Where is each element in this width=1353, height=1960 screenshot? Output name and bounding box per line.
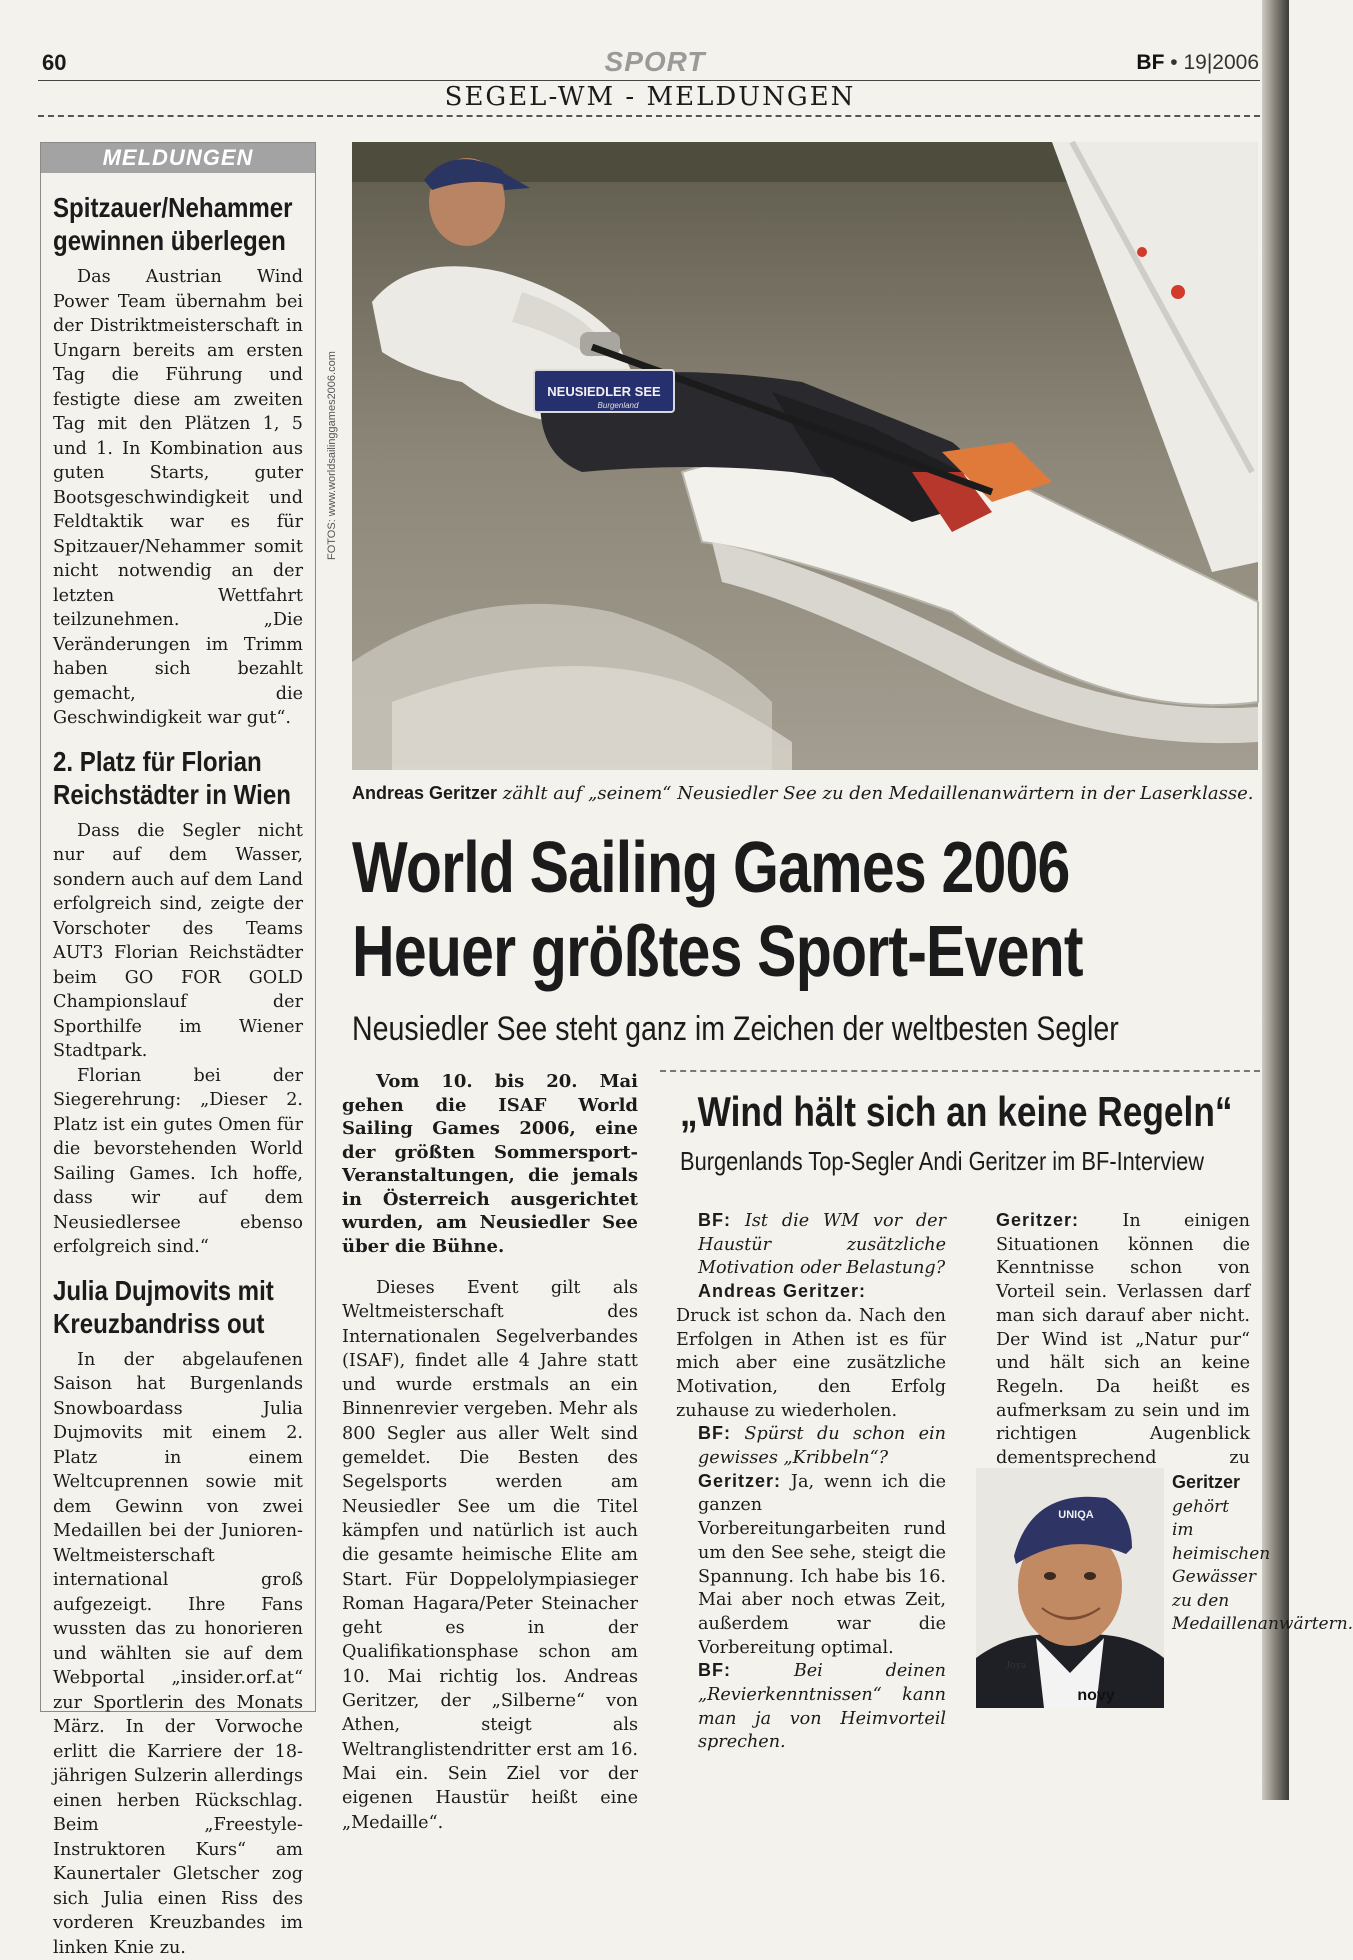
jersey-text: novy — [1077, 1687, 1114, 1704]
interview-title: „Wind hält sich an keine Regeln“ — [680, 1088, 1167, 1136]
a2-text: Ja, wenn ich die ganzen Vorbereitungarbeiten rund um den See sehe, steigt die Spannung. Ich habe bis 16. Mai aber noch etwas Zeit, außerdem war die Vorbereitung optimal. — [698, 1472, 946, 1658]
article-body: Dieses Event gilt als Weltmeisterschaft des Internationalen Segelverbandes (ISAF), findet alle 4 Jahre statt und wurde erstmals an ein Binnenrevier vergeben. Mehr als 800 Segler aus aller Welt sind gemeldet. Die Besten des Segelsports werden am Neusiedler See um die Titel kämpfen und natürlich ist auch die gesamte heimische Elite am Start. Für Doppelolympiasieger Roman Hagara/Peter Steinacher geht es in der Qualifikationsphase schon am 10. Mai richtig los. Andreas Geritzer, der „Silberne“ von Athen, steigt als Weltranglistendritter erst am 16. Mai ein. Sein Ziel vor der eigenen Haustür heißt eine „Medaille“. — [342, 1276, 638, 1835]
sail-sponsor-subtext: Burgenland — [598, 401, 639, 410]
interview-answer-2 — [676, 1471, 946, 1661]
portrait-illustration — [976, 1468, 1164, 1708]
q1-text: Ist die WM vor der Haustür zusätzliche Motivation oder Belastung? — [698, 1211, 946, 1278]
caption-text: zählt auf „seinem“ Neusiedler See zu den Medaillenanwärtern in der Laserklasse. — [497, 783, 1253, 804]
portrait-caption-name: Geritzer — [1172, 1472, 1240, 1492]
page-number: 60 — [42, 50, 66, 76]
a2-speaker: Geritzer: — [698, 1471, 781, 1491]
main-headline — [352, 826, 1095, 994]
news-text-2a: Dass die Segler nicht nur auf dem Wasser, sondern auch auf dem Land erfolgreich sind, zeigte der Vorschoter des Teams AUT3 Florian Reichstädter beim GO FOR GOLD Championslauf der Sporthilfe im Wiener Stadtpark. — [53, 819, 303, 1064]
sailor-illustration — [352, 142, 1258, 770]
news-headline-1 — [53, 191, 268, 257]
q2-text: Spürst du schon ein gewisses „Kribbeln“? — [698, 1424, 946, 1468]
page-spine-shadow — [1262, 0, 1289, 1800]
a3-speaker: Geritzer: — [996, 1210, 1079, 1230]
news-text-1: Das Austrian Wind Power Team übernahm bei der Distriktmeisterschaft in Ungarn bereits am ersten Tag die Führung und festigte diese am zweiten Tag mit den Plätzen 1, 5 und 1. In Kombination aus guten Starts, guter Bootsgeschwindigkeit und Feldtaktik war es für Spitzauer/Nehammer somit nicht notwendig an der letzten Wettfahrt teilzunehmen. „Die Veränderungen im Trimm haben sich bezahlt gemacht, die Geschwindigkeit war gut“. — [53, 265, 303, 731]
q2-speaker: BF: — [698, 1423, 731, 1443]
meldungen-label: MELDUNGEN — [41, 143, 315, 173]
interview-question-3 — [676, 1660, 946, 1755]
main-headline-line1: World Sailing Games 2006 — [352, 828, 1070, 908]
news-headline-2-line1: 2. Platz für Florian — [53, 746, 262, 777]
paper-name: BF — [1136, 51, 1164, 74]
issue-info — [1136, 51, 1259, 75]
issue-number: 19|2006 — [1183, 51, 1259, 74]
news-text-3: In der abgelaufenen Saison hat Burgenlands Snowboardass Julia Dujmovits mit einem 2. Platz in einem Weltcuprennen sowie mit dem Gewinn von zwei Medaillen bei der Junioren-Weltmeisterschaft international groß aufgezeigt. Ihre Fans wussten das zu honorieren und wählten sie auf dem Webportal „insider.orf.at“ zur Sportlerin des Monats März. In der Vorwoche erlitt die Karriere der 18-jährigen Sulzerin allerdings einen herben Rückschlag. Beim „Freestyle-Instruktoren Kurs“ am Kaunertaler Gletscher zog sich Julia einen Riss des vorderen Kreuzbandes im linken Knie zu. — [53, 1348, 303, 1960]
interview-box — [660, 1070, 1260, 1712]
interview-answer-1-speaker — [676, 1281, 946, 1305]
news-headline-3 — [53, 1274, 268, 1340]
q3-text: Bei deinen „Revierkenntnissen“ kann man ja von Heimvorteil sprechen. — [698, 1661, 946, 1752]
interview-question-1 — [676, 1210, 946, 1281]
a1-speaker: Andreas Geritzer: — [676, 1281, 866, 1301]
portrait-caption-text: gehört im heimischen Gewässer zu den Medaillenanwärtern. — [1172, 1497, 1353, 1635]
section-title: SPORT — [555, 46, 755, 78]
main-article — [342, 1070, 638, 1835]
header-rule — [38, 80, 1260, 81]
issue-bullet: • — [1170, 51, 1177, 74]
interview-question-2 — [676, 1423, 946, 1470]
geritzer-portrait — [976, 1468, 1164, 1708]
q1-speaker: BF: — [698, 1210, 731, 1230]
photo-caption — [352, 783, 1258, 804]
news-headline-1-line1: Spitzauer/Nehammer — [53, 192, 293, 223]
interview-subtitle: Burgenlands Top-Segler Andi Geritzer im BF-Interview — [680, 1146, 1167, 1177]
interview-answer-3 — [974, 1210, 1250, 1494]
news-headline-1-line2: gewinnen überlegen — [53, 225, 286, 256]
caption-name: Andreas Geritzer — [352, 783, 497, 803]
header-dashed-rule — [38, 115, 1260, 117]
cap-logo-text: UNIQA — [1058, 1509, 1094, 1521]
news-headline-2-line2: Reichstädter in Wien — [53, 779, 291, 810]
portrait-caption — [1172, 1472, 1254, 1637]
article-lead: Vom 10. bis 20. Mai gehen die ISAF World Sailing Games 2006, eine der größten Sommersport-Veranstaltungen, die jemals in Österreich ausgerichtet wurden, am Neusiedler See über die Bühne. — [342, 1070, 638, 1258]
main-headline-line2: Heuer größtes Sport-Event — [352, 912, 1083, 992]
news-headline-2 — [53, 745, 268, 811]
news-headline-3-line1: Julia Dujmovits mit — [53, 1275, 274, 1306]
news-text-2b: Florian bei der Siegerehrung: „Dieser 2. Platz ist ein gutes Omen für die bevorstehenden World Sailing Games. Ich hoffe, dass wir auf dem Neusiedlersee ebenso erfolgreich sind.“ — [53, 1064, 303, 1260]
interview-column-1 — [676, 1210, 946, 1755]
photo-credit: FOTOS: www.worldsailinggames2006.com — [326, 340, 338, 560]
meldungen-column — [40, 142, 316, 1712]
collar-text: Joya — [1006, 1659, 1026, 1671]
headline-deck: Neusiedler See steht ganz im Zeichen der weltbesten Segler — [352, 1010, 1113, 1049]
sailing-photo — [352, 142, 1258, 770]
interview-answer-1: Druck ist schon da. Nach den Erfolgen in Athen ist es für mich aber eine zusätzliche Motivation, den Erfolg zuhause zu wiederholen. — [676, 1305, 946, 1424]
news-headline-3-line2: Kreuzbandriss out — [53, 1308, 264, 1339]
q3-speaker: BF: — [698, 1660, 731, 1680]
page-subheading: SEGEL-WM - MELDUNGEN — [0, 82, 1300, 112]
sail-sponsor-text: NEUSIEDLER SEE — [547, 384, 661, 399]
interview-column-2 — [974, 1210, 1250, 1494]
a3-text: In einigen Situationen können die Kenntnisse schon von Vorteil sein. Verlassen darf man sich darauf aber nicht. Der Wind ist „Natur pur“ und hält sich an keine Regeln. Da heißt es aufmerksam zu sein und im richtigen Augenblick dementsprechend zu — [996, 1211, 1250, 1492]
